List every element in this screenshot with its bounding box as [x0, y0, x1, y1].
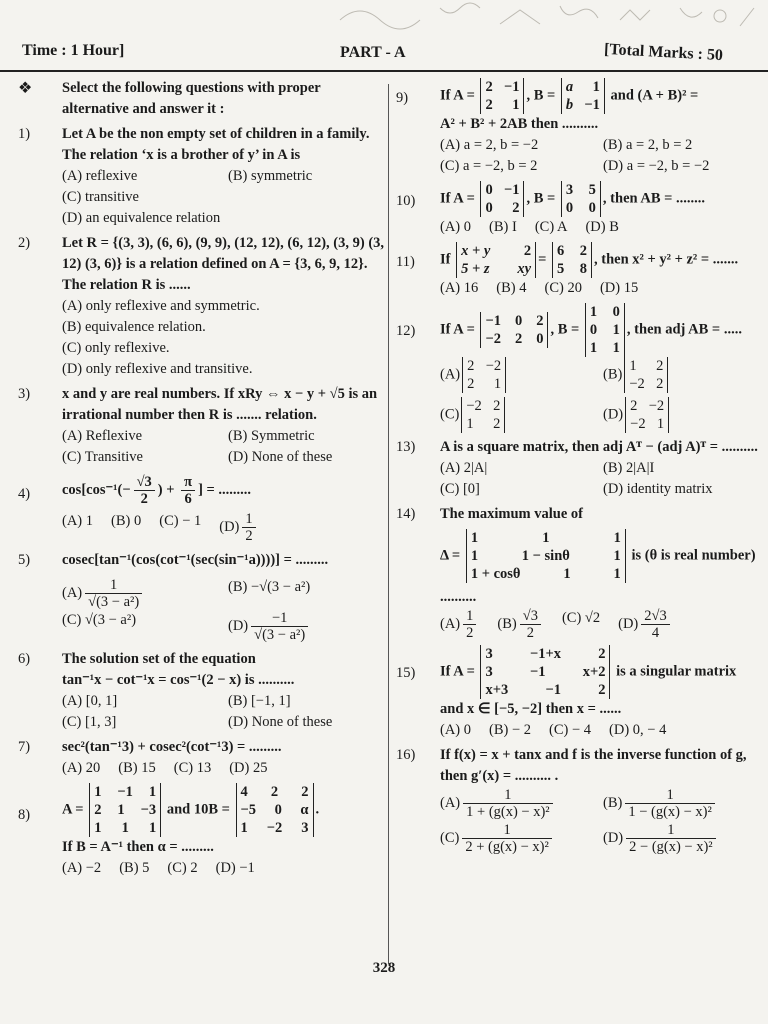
frac-denominator: 2	[140, 491, 148, 507]
option-d: (D) None of these	[228, 449, 333, 465]
option-d: (D) B	[585, 219, 619, 235]
frac-numerator: π	[181, 474, 195, 491]
option-a: (A) 20	[62, 760, 101, 776]
option-c: (C) − 1	[159, 513, 202, 529]
question-stem: The maximum value of	[440, 506, 583, 522]
stem-part: ] = .........	[198, 481, 252, 498]
option-c: (C) √(3 − a²)	[62, 612, 137, 628]
page-number: 328	[372, 960, 396, 976]
question-number: 9)	[396, 90, 409, 106]
total-marks-label: [Total Marks : 50	[603, 40, 724, 65]
question-number: 5)	[18, 552, 31, 568]
option-a: (A) Reflexive	[62, 428, 143, 444]
option-b: (B) $\frac{√3}{2}$	[497, 608, 544, 641]
option-c: (C) 13	[173, 760, 212, 776]
question-6	[18, 649, 386, 733]
question-7	[18, 737, 386, 779]
matrix-a: 0 −1 0 2	[480, 181, 524, 217]
option-a: (A) 0	[440, 722, 472, 738]
question-number: 10)	[396, 193, 416, 209]
question-9: 9) If A = 2 −1 2 1 , B = a 1 b −1 and (A + B)² = A² + B² + 2AB then .......... (A) a = 2, b = −2 (B) a = 2, b = 2 (C) a = −2, b = 2 (D) a = −2, b = −2	[396, 78, 758, 177]
option-b: (B) I	[489, 219, 517, 235]
question-12: 12) If A = −1 0 2 −2 2 0 , B = 1 0 0 1 1 1 , then adj AB = ..... (A) 2 −2 2 1 (B) 1 2 −2 2 (C) −2 2 1 2 (D) 2 −2 −2 1	[396, 303, 758, 433]
option-a: (A) 1	[62, 513, 94, 529]
question-1	[18, 124, 386, 229]
option-b: (B) 1 2 −2 2	[603, 357, 758, 393]
option-a: (A) 2 −2 2 1	[440, 357, 595, 393]
option-c: (C) −2 2 1 2	[440, 397, 595, 433]
option-c: (C) [0]	[440, 481, 480, 497]
matrix-b: 3 5 0 0	[561, 181, 601, 217]
question-number: 15)	[396, 665, 416, 681]
time-label: Time : 1 Hour]	[22, 42, 125, 59]
option-c: (C) √2	[561, 610, 601, 626]
question-2	[18, 233, 386, 380]
option-d: (D) 25	[229, 760, 268, 776]
frac-denominator: 6	[184, 491, 192, 507]
option-b: (B) 0	[111, 513, 142, 529]
instructions-text: Select the following questions with proper alternative and answer it :	[62, 80, 321, 117]
dots: ..........	[440, 589, 477, 605]
matrix-a: 1 −1 1 2 1 −3 1 1 1	[89, 783, 161, 837]
question-stem-line2: If B = A⁻¹ then α = .........	[62, 839, 214, 855]
option-c: (C) [1, 3]	[62, 714, 117, 730]
question-number: 14)	[396, 506, 416, 522]
question-number: 2)	[18, 235, 31, 251]
question-stem: Let A be the non empty set of children in a family. The relation ‘x is a brother of y’ in A is	[62, 126, 370, 163]
part-label: PART - A	[340, 44, 406, 61]
question-10: 10) If A = 0 −1 0 2 , B = 3 5 0 0 , then AB = ........ (A) 0 (B) I (C) A (D) B	[396, 181, 758, 238]
option-a: (A) 0	[440, 219, 472, 235]
option-a: (A) 16	[440, 280, 479, 296]
matrix-lhs: x + y 2 5 + z xy	[456, 242, 536, 278]
question-stem: x and y are real numbers. If xRy ⇔ x − y + √5 is an irrational number then R is ....... relation.	[62, 386, 378, 423]
option-d: (D) −1	[215, 860, 255, 876]
matrix-a: 2 −1 2 1	[480, 78, 524, 114]
decorative-sketch-band	[0, 0, 768, 34]
option-a: (A) 2|A|	[440, 460, 488, 476]
option-a: (A) [0, 1]	[62, 693, 118, 709]
question-14: 14) The maximum value of Δ = 1 1 1 1 1 − sinθ 1 1 + cosθ 1 1 is (θ is real number) .......... (A) $\frac{1}{2}$ (B) $\frac{√3}{2}$ (C) √2 (D) $\frac{2√3}{4}$	[396, 504, 758, 641]
header-rule	[0, 70, 768, 72]
question-15: 15) If A = 3 −1+x 2 3 −1 x+2 x+3 −1 2 is a singular matrix and x ∈ [−5, −2] then x = ...... (A) 0 (B) − 2 (C) − 4 (D) 0, − 4	[396, 645, 758, 741]
option-c: (C) a = −2, b = 2	[440, 158, 538, 174]
option-c: (C) 2	[167, 860, 198, 876]
option-d: (D) identity matrix	[603, 481, 713, 497]
question-11: 11) If x + y 2 5 + z xy = 6 2 5 8 , then x² + y² + z² = ....... (A) 16 (B) 4 (C) 20 (D) 15	[396, 242, 758, 299]
option-d: (D) 15	[599, 280, 639, 296]
matrix-a: −1 0 2 −2 2 0	[480, 312, 548, 348]
column-divider	[388, 84, 389, 964]
question-number: 4)	[18, 486, 31, 502]
matrix-b: 4 2 2 −5 0 α 1 −2 3	[236, 783, 314, 837]
option-d: (D) a = −2, b = −2	[603, 158, 710, 174]
stem-part: cos[cos⁻¹(−	[62, 481, 131, 498]
and-label: and 10B =	[166, 801, 230, 818]
question-number: 13)	[396, 439, 416, 455]
option-a: (A) reflexive	[62, 168, 138, 184]
question-3	[18, 384, 386, 468]
question-number: 12)	[396, 323, 416, 339]
option-b: (B) 2|A|I	[603, 460, 655, 476]
option-b: (B) equivalence relation.	[62, 319, 206, 335]
question-8: 8) A = 1 −1 1 2 1 −3 1 1 1 and 10B = 4 2 2 −5 0 α 1 −2 3 . If B = A⁻¹ then α = ......... (A) −2 (B) 5 (C) 2 (D) −1	[18, 783, 386, 879]
option-d: (D) only reflexive and transitive.	[62, 361, 253, 377]
option-d: (D) $\frac{2√3}{4}$	[618, 608, 673, 641]
diamond-bullet-icon: ❖	[18, 80, 33, 97]
matrix-a-label: A =	[62, 801, 84, 818]
option-d: (D) None of these	[228, 714, 333, 730]
frac-numerator: √3	[134, 474, 155, 491]
option-a: (A) only reflexive and symmetric.	[62, 298, 260, 314]
matrix-rhs: 6 2 5 8	[552, 242, 592, 278]
question-13	[396, 437, 758, 500]
question-4	[18, 474, 386, 544]
question-stem: The solution set of the equation	[62, 651, 256, 667]
question-number: 16)	[396, 747, 416, 763]
option-b: (B) $\frac{1}{\text{1 − (g(x) − x)²}}$	[603, 787, 758, 820]
instructions	[18, 78, 386, 120]
question-number: 1)	[18, 126, 31, 142]
matrix-b: a 1 b −1	[561, 78, 605, 114]
question-stem-line2: A² + B² + 2AB then ..........	[440, 116, 599, 132]
option-d: (D) 2 −2 −2 1	[603, 397, 758, 433]
question-16	[396, 745, 758, 855]
question-stem: cosec[tan⁻¹(cos(cot⁻¹(sec(sin⁻¹a))))] = .........	[62, 552, 329, 568]
question-number: 11)	[396, 254, 415, 270]
question-stem-line2: tan⁻¹x − cot⁻¹x = cos⁻¹(2 − x) is ..........	[62, 672, 295, 688]
option-d: (D) $\frac{-1}{\text{√(3 − a²)}}$	[228, 610, 386, 643]
question-5	[18, 550, 386, 643]
option-b: (B) 5	[119, 860, 150, 876]
option-a: (A) −2	[62, 860, 102, 876]
matrix-b: 1 0 0 1 1 1	[585, 303, 625, 357]
option-c: (C) transitive	[62, 189, 139, 205]
option-d: (D) $\frac{1}{2}$	[219, 511, 258, 544]
question-stem-line2: and x ∈ [−5, −2] then x = ......	[440, 701, 622, 717]
option-a: (A) a = 2, b = −2	[440, 137, 539, 153]
option-c: (C) Transitive	[62, 449, 143, 465]
option-b: (B) 15	[118, 760, 156, 776]
option-d: (D) $\frac{1}{\text{2 − (g(x) − x)²}}$	[603, 822, 758, 855]
option-a: (A) $\frac{1}{\text{√(3 − a²)}}$	[62, 577, 220, 610]
option-d: (D) an equivalence relation	[62, 210, 221, 226]
option-c: (C) 20	[544, 280, 582, 296]
page-header	[0, 42, 768, 72]
option-b: (B) −√(3 − a²)	[228, 579, 311, 595]
right-column	[396, 76, 758, 859]
determinant: 1 1 1 1 1 − sinθ 1 1 + cosθ 1 1	[466, 529, 626, 583]
question-stem: sec²(tan⁻¹3) + cosec²(cot⁻¹3) = .........	[62, 739, 282, 755]
option-d: (D) 0, − 4	[609, 722, 667, 738]
option-b: (B) 4	[496, 280, 527, 296]
option-b: (B) symmetric	[228, 168, 313, 184]
option-b: (B) a = 2, b = 2	[603, 137, 693, 153]
matrix-a: 3 −1+x 2 3 −1 x+2 x+3 −1 2	[480, 645, 610, 699]
question-number: 8)	[18, 807, 31, 823]
option-b: (B) [−1, 1]	[228, 693, 291, 709]
option-c: (C) $\frac{1}{\text{2 + (g(x) − x)²}}$	[440, 822, 595, 855]
question-stem: A is a square matrix, then adj Aᵀ − (adj A)ᵀ = ..........	[440, 439, 758, 455]
question-number: 3)	[18, 386, 31, 402]
option-b: (B) − 2	[489, 722, 532, 738]
stem-part: ) +	[157, 481, 179, 498]
option-b: (B) Symmetric	[228, 428, 315, 444]
option-c: (C) − 4	[549, 722, 592, 738]
question-stem: If f(x) = x + tanx and f is the inverse function of g, then g′(x) = .......... .	[440, 747, 747, 784]
left-column	[18, 76, 386, 883]
question-stem: Let R = {(3, 3), (6, 6), (9, 9), (12, 12), (6, 12), (3, 9) (3, 12) (3, 6)} is a relation defined on A = {3, 6, 9, 12}. The relation R is ......	[62, 235, 385, 293]
option-a: (A) $\frac{1}{\text{1 + (g(x) − x)²}}$	[440, 787, 595, 820]
question-number: 7)	[18, 739, 31, 755]
option-c: (C) A	[534, 219, 568, 235]
option-a: (A) $\frac{1}{2}$	[440, 608, 479, 641]
question-number: 6)	[18, 651, 31, 667]
option-c: (C) only reflexive.	[62, 340, 170, 356]
